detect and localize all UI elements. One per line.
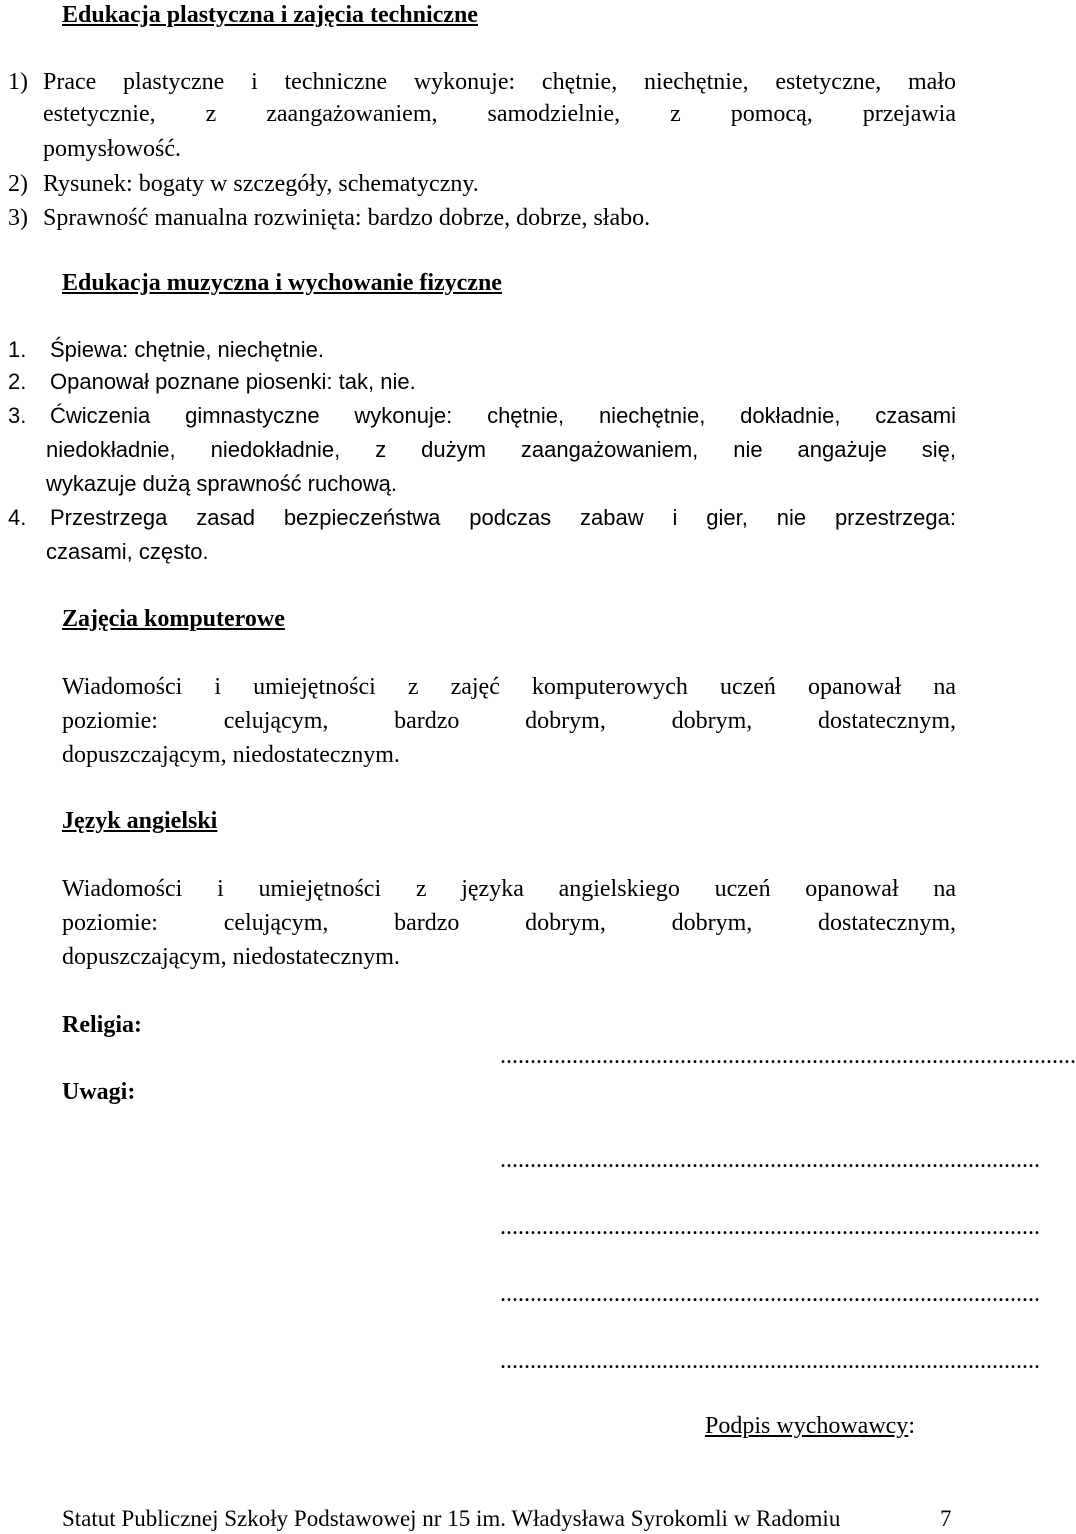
list-item-text: Prace plastyczne i techniczne wykonuje: chętnie, niechętnie, estetyczne, mało <box>43 69 956 95</box>
remarks-dotted-line: .......................................................................................... <box>500 1281 1040 1307</box>
religion-label: Religia: <box>62 1012 142 1038</box>
list-item-text: Sprawność manualna rozwinięta: bardzo dobrze, dobrze, słabo. <box>43 205 651 231</box>
list-item-text: wykazuje dużą sprawność ruchową. <box>46 471 397 496</box>
remarks-dotted-line: .......................................................................................... <box>500 1214 1040 1240</box>
paragraph-line: Wiadomości i umiejętności z zajęć komputerowych uczeń opanował na <box>62 674 956 700</box>
list-item-text: Śpiewa: chętnie, niechętnie. <box>50 337 324 362</box>
religion-dotted-line: ................................................................................................ <box>500 1043 1076 1069</box>
list-item-text: estetycznie, z zaangażowaniem, samodzielnie, z pomocą, przejawia <box>43 101 956 127</box>
list-item-text: Przestrzega zasad bezpieczeństwa podczas zabaw i gier, nie przestrzega: <box>50 505 956 530</box>
section-heading-art: Edukacja plastyczna i zajęcia techniczne <box>62 2 478 28</box>
paragraph-line: poziomie: celującym, bardzo dobrym, dobrym, dostatecznym, <box>62 910 956 936</box>
list-item-number: 1) <box>8 69 28 95</box>
remarks-dotted-line: .......................................................................................... <box>500 1147 1040 1173</box>
signature-label-text: Podpis wychowawcy <box>705 1413 909 1439</box>
section-heading-english: Język angielski <box>62 808 218 834</box>
remarks-dotted-line: .......................................................................................... <box>500 1348 1040 1374</box>
list-item-text: Ćwiczenia gimnastyczne wykonuje: chętnie, niechętnie, dokładnie, czasami <box>50 403 956 428</box>
list-item-number: 2) <box>8 171 28 197</box>
remarks-label: Uwagi: <box>62 1079 136 1105</box>
list-item-number: 4. <box>8 505 27 530</box>
list-item-number: 3) <box>8 205 28 231</box>
section-heading-computer: Zajęcia komputerowe <box>62 606 285 632</box>
paragraph-line: Wiadomości i umiejętności z języka angielskiego uczeń opanował na <box>62 876 956 902</box>
paragraph-line: dopuszczającym, niedostatecznym. <box>62 944 400 970</box>
list-item-text: Opanował poznane piosenki: tak, nie. <box>50 369 416 394</box>
paragraph-line: dopuszczającym, niedostatecznym. <box>62 742 400 768</box>
section-heading-music: Edukacja muzyczna i wychowanie fizyczne <box>62 270 502 296</box>
page-number: 7 <box>940 1506 952 1531</box>
signature-colon: : <box>908 1413 915 1439</box>
signature-label <box>705 1411 915 1441</box>
list-item-text: Rysunek: bogaty w szczegóły, schematyczny. <box>43 171 479 197</box>
list-item-number: 1. <box>8 337 27 362</box>
list-item-text: niedokładnie, niedokładnie, z dużym zaangażowaniem, nie angażuje się, <box>46 437 956 462</box>
list-item-text: czasami, często. <box>46 539 209 564</box>
list-item-number: 2. <box>8 369 27 394</box>
paragraph-line: poziomie: celującym, bardzo dobrym, dobrym, dostatecznym, <box>62 708 956 734</box>
footer-text: Statut Publicznej Szkoły Podstawowej nr 15 im. Władysława Syrokomli w Radomiu <box>62 1506 841 1531</box>
list-item-text: pomysłowość. <box>43 136 181 162</box>
list-item-number: 3. <box>8 403 27 428</box>
